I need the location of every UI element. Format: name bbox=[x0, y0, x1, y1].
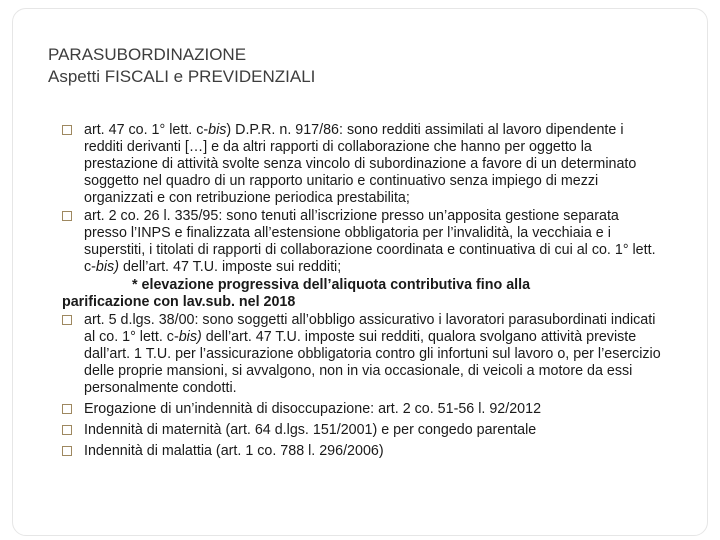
square-bullet-icon bbox=[62, 425, 72, 435]
list-item bbox=[62, 122, 662, 207]
slide-title bbox=[48, 44, 315, 88]
list-item-text: art. 47 co. 1° lett. c-bis) D.P.R. n. 917/86: sono redditi assimilati al lavoro dipendente i redditi derivanti […] e da altri rapporti di collaborazione che hanno per oggetto la prestazione di attività svolte senza vincolo di subordinazione a favore di un determinato soggetto nel quadro di un rapporto unitario e continuativo senza impiego di mezzi organizzati e con retribuzione periodica prestabilita; bbox=[84, 122, 637, 206]
square-bullet-icon bbox=[62, 125, 72, 135]
square-bullet-icon bbox=[62, 315, 72, 325]
list-item bbox=[62, 401, 662, 418]
title-line-2: Aspetti FISCALI e PREVIDENZIALI bbox=[48, 67, 316, 86]
list-item bbox=[62, 312, 662, 397]
list-item bbox=[62, 443, 662, 460]
emphasis-note bbox=[62, 277, 662, 311]
slide-content bbox=[62, 122, 662, 464]
list-item bbox=[62, 422, 662, 439]
list-item bbox=[62, 208, 662, 276]
title-line-1: PARASUBORDINAZIONE bbox=[48, 45, 247, 64]
list-item-text: art. 2 co. 26 l. 335/95: sono tenuti all’iscrizione presso un’apposita gestione separata presso l’INPS e finalizzata all’estensione obbligatoria per l’invalidità, la vecchiaia e i superstiti, i titolati di rapporti di collaborazione coordinata e continuativa di cui al co. 1° lett. c-bis) dell’art. 47 T.U. imposte sui redditi; bbox=[84, 208, 656, 275]
square-bullet-icon bbox=[62, 404, 72, 414]
list-item-text: art. 5 d.lgs. 38/00: sono soggetti all’obbligo assicurativo i lavoratori parasubordinati indicati al co. 1° lett. c-bis) dell’art. 47 T.U. imposte sui redditi, qualora svolgano attività previste dall’art. 1 T.U. per l’assicurazione obbligatoria contro gli infortuni sul lavoro o, per l’esercizio delle proprie mansioni, si avvalgono, non in via occasionale, di veicoli a motore da essi personalmente condotti. bbox=[84, 312, 661, 396]
emphasis-line-2: parificazione con lav.sub. nel 2018 bbox=[62, 294, 296, 310]
list-item-text: Indennità di malattia (art. 1 co. 788 l. 296/2006) bbox=[84, 443, 384, 459]
emphasis-line-1: * elevazione progressiva dell’aliquota contributiva fino alla bbox=[132, 277, 531, 293]
square-bullet-icon bbox=[62, 446, 72, 456]
list-item-text: Erogazione di un’indennità di disoccupazione: art. 2 co. 51-56 l. 92/2012 bbox=[84, 401, 542, 417]
list-item-text: Indennità di maternità (art. 64 d.lgs. 151/2001) e per congedo parentale bbox=[84, 422, 537, 438]
square-bullet-icon bbox=[62, 211, 72, 221]
